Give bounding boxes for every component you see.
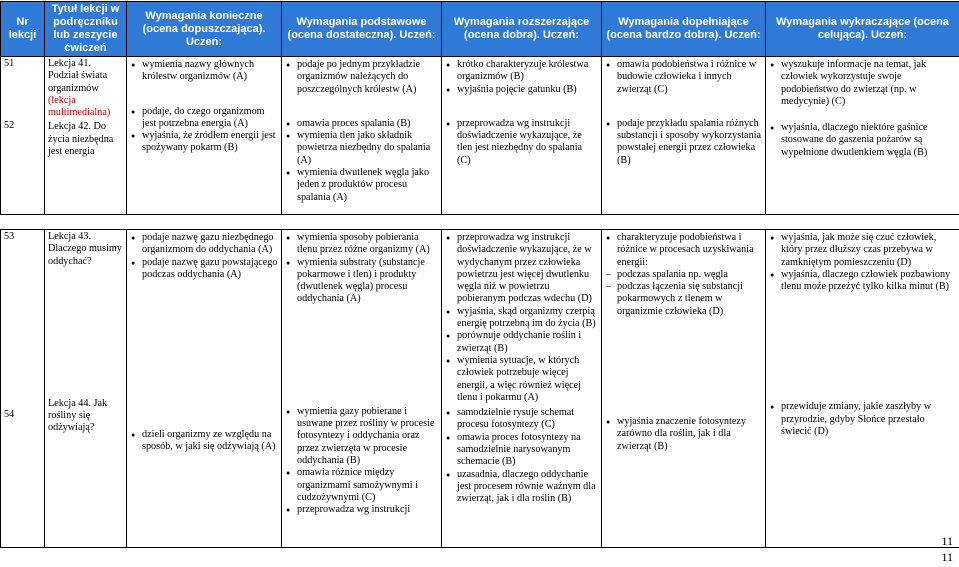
requirement-item: ● uzasadnia, dlaczego oddychanie jest procesem równie ważnym dla zwierząt, jak i dla roślin (B): [445, 469, 598, 506]
requirement-list: [769, 232, 956, 293]
lesson-number: 54: [4, 409, 15, 421]
requirement-list: [769, 59, 956, 108]
requirement-list: [285, 406, 438, 517]
header-nr: Nr lekcji: [1, 2, 45, 57]
requirement-item: – podczas łączenia się substancji pokarmowych z tlenem w organizmie człowieka (D): [605, 281, 762, 318]
requirement-item: ● wyjaśnia, dlaczego człowiek pozbawiony tlenu może przeżyć tylko kilka minut (B): [769, 269, 956, 294]
requirement-item: ● wymienia substraty (substancje pokarmowe i tlen) i produkty (dwutlenek węgla) procesu oddychania (A): [285, 257, 438, 306]
lesson-title-cell: [45, 57, 127, 215]
requirement-item: ● podaje, do czego organizmom jest potrzebna energia (A): [130, 106, 278, 131]
requirements-table-top: [0, 1, 959, 215]
header-konieczne: Wymagania konieczne (ocena dopuszczająca). Uczeń:: [127, 2, 282, 57]
page-number-faint: 11: [941, 534, 953, 548]
lesson-number: 52: [4, 120, 15, 132]
requirement-item: ● wyjaśnia, dlaczego niektóre gaśnice stosowane do gaszenia pożarów są wypełnione dwutlenkiem węgla (B): [769, 122, 956, 159]
header-dopelniajace: Wymagania dopełniające (ocena bardzo dobra). Uczeń:: [602, 2, 766, 57]
requirement-list: [605, 59, 762, 96]
cell-dopelniajace: [602, 57, 766, 215]
requirement-list: [445, 232, 598, 404]
header-row: [1, 2, 959, 57]
requirement-item: ● dzieli organizmy ze względu na sposób, w jaki się odżywiają (A): [130, 429, 278, 454]
cell-dopelniajace: [602, 230, 766, 548]
requirement-item: ● omawia proces fotosyntezy na samodzielnie narysowanym schemacie (B): [445, 432, 598, 469]
requirement-list: [605, 232, 762, 318]
lesson-title: Lekcja 41. Podział świata organizmów: [48, 58, 108, 94]
lesson-title-note: (lekcja multimedialna): [48, 94, 111, 119]
requirement-item: ● omawia różnice między organizmami samożywnymi i cudzożywnymi (C): [285, 467, 438, 504]
requirement-list: [130, 232, 278, 281]
table-row: [1, 230, 959, 548]
requirement-item: ● omawia proces spalania (B): [285, 118, 438, 130]
requirement-item: ● przeprowadza wg instrukcji: [285, 504, 438, 516]
requirement-item: ● podaje nazwę gazu niezbędnego organizmom do oddychania (A): [130, 232, 278, 257]
cell-podstawowe: [282, 57, 442, 215]
requirement-item: ● wymienia gazy pobierane i usuwane przez rośliny w procesie fotosyntezy i oddychania oraz przez zwierzęta w procesie oddychania (B): [285, 406, 438, 467]
requirement-item: ● porównuje oddychanie roślin i zwierząt (B): [445, 330, 598, 355]
cell-konieczne: [127, 230, 282, 548]
header-rozszerzajace: Wymagania rozszerzające (ocena dobra). Uczeń:: [442, 2, 602, 57]
requirement-item: ● przeprowadza wg instrukcji doświadczenie wykazujące, że w wydychanym przez człowieka powietrzu jest więcej dwutlenku węgla niż w powietrzu pobieranym podczas wdechu (D): [445, 232, 598, 306]
requirement-item: – podczas spalania np. węgla: [605, 269, 762, 281]
lesson-number: 51: [4, 58, 15, 69]
requirement-list: [130, 106, 278, 155]
page-number: 11: [941, 550, 953, 564]
requirement-item: ● omawia podobieństwa i różnice w budowie człowieka i innych zwierząt (C): [605, 59, 762, 96]
lesson-title: Lekcja 44. Jak rośliny się odżywiają?: [48, 397, 108, 434]
requirement-list: [130, 59, 278, 84]
cell-rozszerzajace: [442, 57, 602, 215]
cell-wykraczajace: [766, 230, 959, 548]
requirement-item: ● charakteryzuje podobieństwa i różnice w procesach uzyskiwania energii:: [605, 232, 762, 269]
requirement-item: ● krótko charakteryzuje królestwa organizmów (B): [445, 59, 598, 84]
requirement-list: [445, 407, 598, 505]
cell-rozszerzajace: [442, 230, 602, 548]
requirement-item: ● wyjaśnia pojęcie gatunku (B): [445, 84, 598, 96]
requirement-list: [769, 122, 956, 159]
requirement-item: ● wyjaśnia, że źródłem energii jest spożywany pokarm (B): [130, 130, 278, 155]
requirement-item: ● wyjaśnia, jak może się czuć człowiek, który przez dłuższy czas przebywa w zamkniętym pomieszczeniu (D): [769, 232, 956, 269]
cell-konieczne: [127, 57, 282, 215]
requirement-list: [445, 118, 598, 167]
requirement-item: ● podaje przykładu spalania różnych substancji i sposoby wykorzystania powstałej energii przez człowieka (B): [605, 118, 762, 167]
requirement-item: ● wymienia tlen jako składnik powietrza niezbędny do spalania (A): [285, 130, 438, 167]
lesson-title: Lekcja 42. Do życia niezbędna jest energia: [48, 121, 114, 158]
requirement-list: [285, 118, 438, 204]
requirement-item: ● przewiduje zmiany, jakie zaszłyby w przyrodzie, gdyby Słońce przestało świecić (D): [769, 401, 956, 438]
requirement-item: ● wyjaśnia znaczenie fotosyntezy zarówno dla roślin, jak i dla zwierząt (B): [605, 416, 762, 453]
requirement-item: ● wymienia sposoby pobierania tlenu przez różne organizmy (A): [285, 232, 438, 257]
lesson-number: 53: [4, 231, 15, 242]
requirement-item: ● wyszukuje informacje na temat, jak człowiek wykorzystuje swoje podobieństwo do zwierząt (np. w medycynie) (C): [769, 59, 956, 108]
header-podstawowe: Wymagania podstawowe (ocena dostateczna). Uczeń:: [282, 2, 442, 57]
requirements-table-bottom: [0, 229, 959, 548]
requirement-item: ● samodzielnie rysuje schemat procesu fotosyntezy (C): [445, 407, 598, 432]
header-wykraczajace: Wymagania wykraczające (ocena celująca). Uczeń:: [766, 2, 959, 57]
lesson-number-cell: [1, 57, 45, 215]
requirement-item: ● podaje nazwę gazu powstającego podczas oddychania (A): [130, 257, 278, 282]
lesson-title: Lekcja 43. Dlaczego musimy oddychać?: [48, 231, 122, 267]
requirement-list: [285, 232, 438, 306]
requirement-item: ● przeprowadza wg instrukcji doświadczenie wykazujące, że tlen jest niezbędny do spalania (C): [445, 118, 598, 167]
cell-wykraczajace: [766, 57, 959, 215]
requirement-list: [769, 401, 956, 438]
cell-podstawowe: [282, 230, 442, 548]
table-row: [1, 57, 959, 215]
requirement-list: [605, 416, 762, 453]
requirement-item: ● wyjaśnia, skąd organizmy czerpią energię potrzebną im do życia (B): [445, 306, 598, 331]
lesson-number-cell: [1, 230, 45, 548]
lesson-title-cell: [45, 230, 127, 548]
requirement-list: [130, 429, 278, 454]
requirement-item: ● wymienia sytuacje, w których człowiek potrzebuje więcej energii, a więc również więcej tlenu i pokarmu (A): [445, 355, 598, 404]
requirement-item: ● wymienia dwutlenek węgla jako jeden z produktów procesu spalania (A): [285, 167, 438, 204]
requirement-list: [285, 59, 438, 96]
requirement-item: ● podaje po jednym przykładzie organizmów należących do poszczególnych królestw (A): [285, 59, 438, 96]
requirement-list: [445, 59, 598, 96]
header-title: Tytuł lekcji w podręczniku lub zeszycie ćwiczeń: [45, 2, 127, 57]
requirement-item: ● wymienia nazwy głównych królestw organizmów (A): [130, 59, 278, 84]
requirement-list: [605, 118, 762, 167]
